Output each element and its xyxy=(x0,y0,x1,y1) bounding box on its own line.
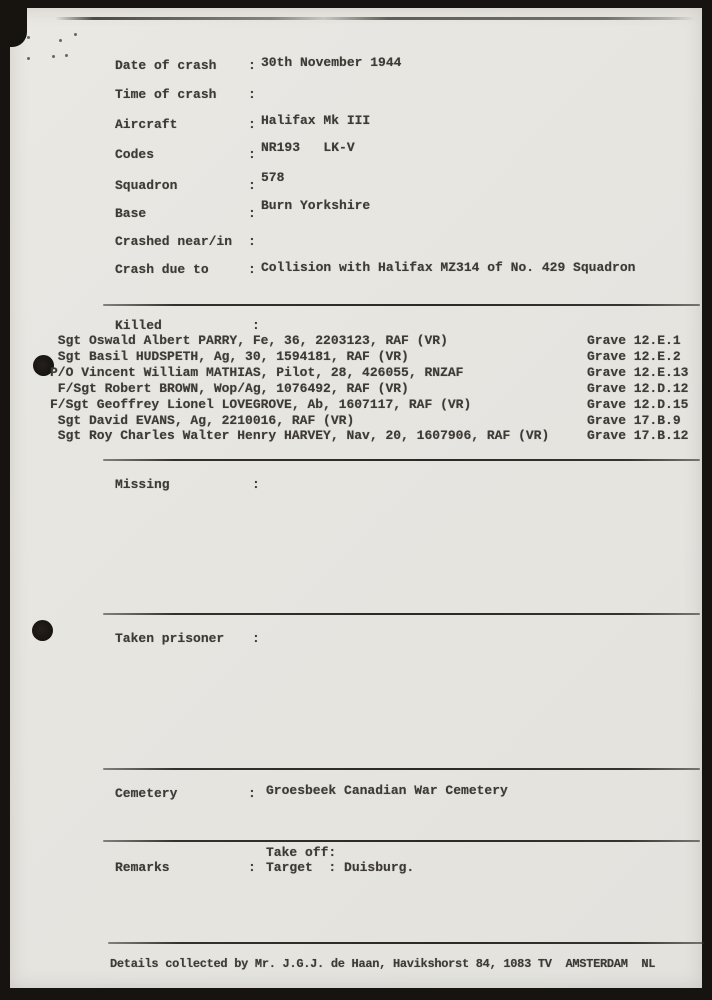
killed-section-header xyxy=(0,318,712,334)
casualty-name: F/Sgt Robert BROWN, Wop/Ag, 1076492, RAF (VR) xyxy=(50,381,409,396)
field-row-date-of-crash xyxy=(0,55,712,74)
remarks-label: Remarks xyxy=(115,860,170,875)
casualty-name: Sgt Basil HUDSPETH, Ag, 30, 1594181, RAF (VR) xyxy=(50,349,409,364)
cemetery-row xyxy=(0,783,712,802)
field-value: NR193 LK-V xyxy=(261,140,355,155)
section-divider xyxy=(103,304,700,306)
field-label: Date of crash xyxy=(115,58,217,73)
field-row-time-of-crash xyxy=(0,87,712,103)
field-row-aircraft xyxy=(0,113,712,133)
section-divider xyxy=(103,459,700,461)
scan-speck xyxy=(27,36,30,39)
field-separator: : xyxy=(248,147,256,162)
scan-speck xyxy=(59,39,62,42)
field-separator: : xyxy=(248,178,256,193)
casualty-name: Sgt Oswald Albert PARRY, Fe, 36, 2203123, RAF (VR) xyxy=(50,333,448,348)
field-label: Crash due to xyxy=(115,262,209,277)
missing-section-header xyxy=(0,477,712,493)
killed-entry-row xyxy=(50,365,705,381)
killed-label: Killed xyxy=(115,318,162,333)
killed-entry-row xyxy=(50,428,705,444)
killed-entry-row xyxy=(50,349,705,365)
field-row-codes xyxy=(0,140,712,163)
field-label: Base xyxy=(115,206,147,221)
field-separator: : xyxy=(248,234,256,249)
field-value: Burn Yorkshire xyxy=(261,198,371,213)
missing-separator: : xyxy=(252,477,260,492)
cemetery-label: Cemetery xyxy=(115,786,178,801)
grave-reference: Grave 12.E.13 xyxy=(587,365,689,380)
field-separator: : xyxy=(248,206,256,221)
section-divider xyxy=(103,768,700,770)
grave-reference: Grave 12.D.15 xyxy=(587,397,689,412)
scan-shadow-artifact xyxy=(55,17,695,20)
taken-prisoner-label: Taken prisoner xyxy=(115,631,225,646)
casualty-name: Sgt Roy Charles Walter Henry HARVEY, Nav, 20, 1607906, RAF (VR) xyxy=(50,428,550,443)
killed-entry-row xyxy=(50,397,705,413)
section-divider xyxy=(103,840,700,842)
casualty-name: F/Sgt Geoffrey Lionel LOVEGROVE, Ab, 1607117, RAF (VR) xyxy=(50,397,472,412)
field-label: Aircraft xyxy=(115,117,178,132)
casualty-name: Sgt David EVANS, Ag, 2210016, RAF (VR) xyxy=(50,413,355,428)
remarks-target-text: Target : Duisburg. xyxy=(266,860,415,875)
killed-separator: : xyxy=(252,318,260,333)
scan-speck xyxy=(65,54,68,57)
grave-reference: Grave 17.B.9 xyxy=(587,413,681,428)
footer-credit-text: Details collected by Mr. J.G.J. de Haan, Havikshorst 84, 1083 TV AMSTERDAM NL xyxy=(110,957,656,971)
field-separator: : xyxy=(248,58,256,73)
field-label: Codes xyxy=(115,147,155,162)
killed-entry-row xyxy=(50,333,705,349)
remarks-takeoff-row xyxy=(0,845,712,861)
field-value: Halifax Mk III xyxy=(261,113,371,128)
scan-speck xyxy=(74,33,77,36)
remarks-row xyxy=(0,860,712,876)
section-divider xyxy=(103,613,700,615)
field-separator: : xyxy=(248,262,256,277)
field-separator: : xyxy=(248,87,256,102)
field-row-squadron xyxy=(0,170,712,194)
killed-entry-row xyxy=(50,413,705,429)
scan-corner-mark xyxy=(0,0,27,47)
field-label: Time of crash xyxy=(115,87,217,102)
field-value: 30th November 1944 xyxy=(261,55,402,70)
field-label: Crashed near/in xyxy=(115,234,233,249)
grave-reference: Grave 12.E.1 xyxy=(587,333,681,348)
grave-reference: Grave 12.D.12 xyxy=(587,381,689,396)
grave-reference: Grave 17.B.12 xyxy=(587,428,689,443)
field-label: Squadron xyxy=(115,178,178,193)
field-value: Collision with Halifax MZ314 of No. 429 Squadron xyxy=(261,260,636,275)
field-row-crashed-near xyxy=(0,234,712,250)
grave-reference: Grave 12.E.2 xyxy=(587,349,681,364)
cemetery-value: Groesbeek Canadian War Cemetery xyxy=(266,783,508,798)
remarks-separator: : xyxy=(248,860,256,875)
footer-divider xyxy=(108,942,704,944)
killed-entry-row xyxy=(50,381,705,397)
take-off-text: Take off: xyxy=(266,845,337,860)
field-separator: : xyxy=(248,117,256,132)
taken-prisoner-section-header xyxy=(0,631,712,647)
field-row-crash-due-to xyxy=(0,262,712,278)
cemetery-separator: : xyxy=(248,786,256,801)
field-value: 578 xyxy=(261,170,285,185)
missing-label: Missing xyxy=(115,477,170,492)
field-row-base xyxy=(0,198,712,222)
taken-prisoner-separator: : xyxy=(252,631,260,646)
casualty-name: P/O Vincent William MATHIAS, Pilot, 28, 426055, RNZAF xyxy=(50,365,464,380)
